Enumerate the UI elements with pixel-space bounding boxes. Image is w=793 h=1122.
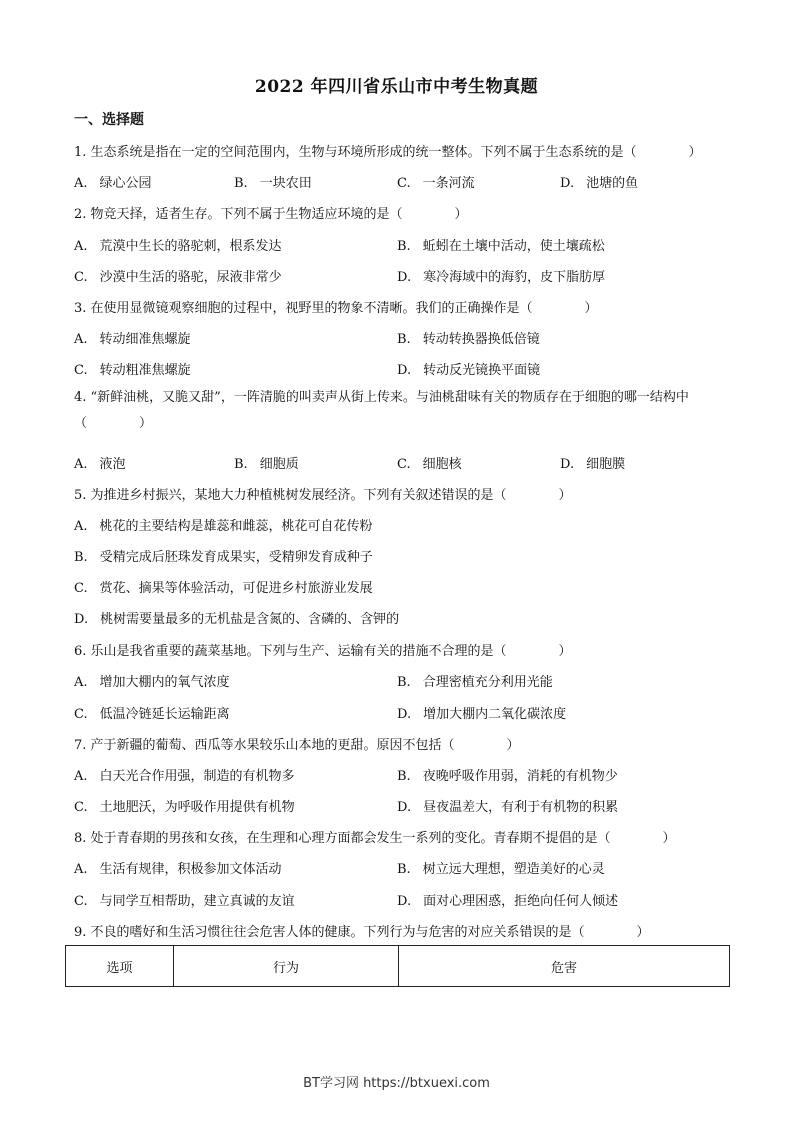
question-6-stem: 6. 乐山是我省重要的蔬菜基地。下列与生产、运输有关的措施不合理的是（ ） [74,644,572,659]
option-a: A. 荒漠中生长的骆驼刺，根系发达 [74,239,282,254]
question-5-stem: 5. 为推进乡村振兴，某地大力种植桃树发展经济。下列有关叙述错误的是（ ） [74,488,572,503]
option-d: D. 细胞膜 [560,457,626,472]
question-4-stem: 4. “新鲜油桃，又脆又甜”，一阵清脆的叫卖声从街上传来。与油桃甜味有关的物质存在于细胞的哪一结构中（ ） [74,390,689,431]
question-9-stem: 9. 不良的嗜好和生活习惯往往会危害人体的健康。下列行为与危害的对应关系错误的是（ ） [74,925,650,940]
option-d: D. 桃树需要量最多的无机盐是含氮的、含磷的、含钾的 [74,612,400,627]
option-c: C. 一条河流 [397,176,475,191]
question-3-stem: 3. 在使用显微镜观察细胞的过程中，视野里的物象不清晰。我们的正确操作是（ ） [74,301,598,316]
option-c: C. 转动粗准焦螺旋 [74,363,191,378]
question-1-stem: 1. 生态系统是指在一定的空间范围内，生物与环境所形成的统一整体。下列不属于生态系统的是（ ） [74,145,702,160]
option-c: C. 与同学互相帮助，建立真诚的友谊 [74,894,295,909]
option-a: A. 白天光合作用强，制造的有机物多 [74,769,295,784]
option-a: A. 绿心公园 [74,176,152,191]
option-c: C. 低温冷链延长运输距离 [74,707,230,722]
question-7-stem: 7. 产于新疆的葡萄、西瓜等水果较乐山本地的更甜。原因不包括（ ） [74,738,520,753]
section-heading: 一、选择题 [74,112,144,128]
option-c: C. 细胞核 [397,457,462,472]
option-d: D. 面对心理困惑，拒绝向任何人倾述 [397,894,619,909]
option-c: C. 沙漠中生活的骆驼，尿液非常少 [74,270,282,285]
option-b: B. 转动转换器换低倍镜 [397,332,540,347]
footer-watermark: BT学习网 https://btxuexi.com [303,1076,490,1091]
option-d: D. 增加大棚内二氧化碳浓度 [397,707,567,722]
option-b: B. 树立远大理想，塑造美好的心灵 [397,862,605,877]
option-b: B. 受精完成后胚珠发育成果实，受精卵发育成种子 [74,550,373,565]
table-header-cell: 行为 [174,946,399,987]
option-d: D. 转动反光镜换平面镜 [397,363,541,378]
option-d: D. 池塘的鱼 [560,176,639,191]
option-a: A. 液泡 [74,457,126,472]
option-b: B. 合理密植充分利用光能 [397,675,553,690]
option-b: B. 夜晚呼吸作用弱，消耗的有机物少 [397,769,618,784]
option-d: D. 寒冷海域中的海豹，皮下脂肪厚 [397,270,606,285]
option-d: D. 昼夜温差大，有利于有机物的积累 [397,800,619,815]
option-b: B. 细胞质 [234,457,299,472]
question-8-stem: 8. 处于青春期的男孩和女孩，在生理和心理方面都会发生一系列的变化。青春期不提倡的是（ ） [74,831,676,846]
page-title: 2022 年四川省乐山市中考生物真题 [254,77,539,97]
option-c: C. 土地肥沃，为呼吸作用提供有机物 [74,800,295,815]
table-header-cell: 危害 [399,946,730,987]
option-a: A. 增加大棚内的氧气浓度 [74,675,230,690]
table-header-cell: 选项 [66,946,174,987]
table-header-row [66,946,730,987]
option-a: A. 转动细准焦螺旋 [74,332,191,347]
option-c: C. 赏花、摘果等体验活动，可促进乡村旅游业发展 [74,581,373,596]
option-b: B. 蚯蚓在土壤中活动，使土壤疏松 [397,239,605,254]
option-b: B. 一块农田 [234,176,312,191]
option-a: A. 桃花的主要结构是雄蕊和雌蕊，桃花可自花传粉 [74,519,373,534]
answer-table [65,945,730,987]
question-2-stem: 2. 物竞天择，适者生存。下列不属于生物适应环境的是（ ） [74,207,468,222]
option-a: A. 生活有规律，积极参加文体活动 [74,862,282,877]
